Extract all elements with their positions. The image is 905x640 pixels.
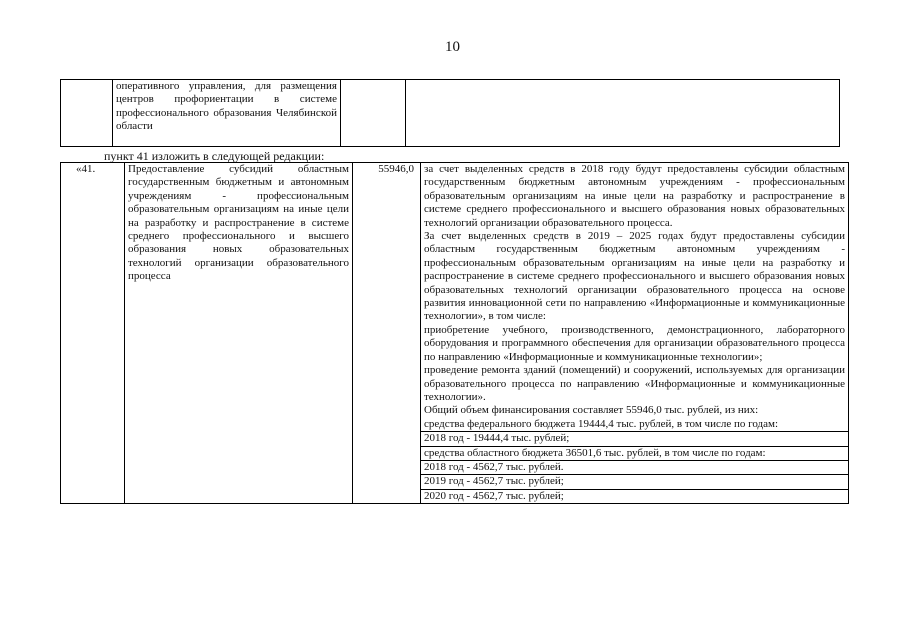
funding-line: средства областного бюджета 36501,6 тыс. рублей, в том числе по годам: xyxy=(421,447,848,461)
details-cell xyxy=(406,80,840,147)
previous-row-table xyxy=(60,79,840,147)
table-row xyxy=(61,80,840,147)
page-number: 10 xyxy=(445,39,460,55)
funding-line: 2019 год - 4562,7 тыс. рублей; xyxy=(421,475,848,489)
details-paragraph: проведение ремонта зданий (помещений) и сооружений, используемых для организации образовательного процесса по направлению «Информационные и коммуникационные технологии». xyxy=(424,364,845,403)
details-paragraph: приобретение учебного, производственного, демонстрационного, лабораторного оборудования и программного обеспечения для организации образовательного процесса по направлению «Информационные и коммуникационные технологии»; xyxy=(424,323,845,363)
table-row xyxy=(61,163,849,504)
item-number-cell: «41. xyxy=(61,163,125,504)
details-paragraph: за счет выделенных средств в 2018 году будут предоставлены субсидии областным государственным бюджетным автономным учреждениям - профессиональным образовательным организациям на иные цели на разработку и распространение в системе среднего профессионального и высшего образования новых образовательных технологий организации образовательного процесса. xyxy=(424,163,845,229)
item-description-cell: Предоставление субсидий областным государственным бюджетным и автономным учреждениям - профессиональным образовательным организациям на иные цели на разработку и распространение в системе среднего профессионального и высшего образования новых образовательных технологий организации образовательного процесса xyxy=(125,163,353,504)
funding-line: 2020 год - 4562,7 тыс. рублей; xyxy=(424,489,564,502)
details-paragraph: Общий объем финансирования составляет 55946,0 тыс. рублей, из них: xyxy=(424,404,759,417)
item-details-cell xyxy=(421,163,849,504)
funding-line: 2018 год - 4562,7 тыс. рублей. xyxy=(421,461,848,475)
row-41-table xyxy=(60,162,849,504)
item-amount-cell: 55946,0 xyxy=(353,163,421,504)
funding-line: средства федерального бюджета 19444,4 тыс. рублей, в том числе по годам: xyxy=(421,418,848,432)
details-paragraph: За счет выделенных средств в 2019 – 2025 годах будут предоставлены субсидии областным государственным бюджетным автономным учреждениям - профессиональным образовательным организациям на иные цели на разработку и распространение в системе среднего профессионального и высшего образования новых образовательных технологий организации образовательного процесса на основе развития инновационной сети по направлению «Информационные и коммуникационные технологии», в том числе: xyxy=(424,230,845,323)
description-cell: оперативного управления, для размещения центров профориентации в системе профессионального образования Челябинской области xyxy=(113,80,341,147)
number-cell xyxy=(61,80,113,147)
amendment-note: пункт 41 изложить в следующей редакции: xyxy=(104,149,325,163)
amount-cell xyxy=(341,80,406,147)
funding-line: 2018 год - 19444,4 тыс. рублей; xyxy=(421,432,848,446)
